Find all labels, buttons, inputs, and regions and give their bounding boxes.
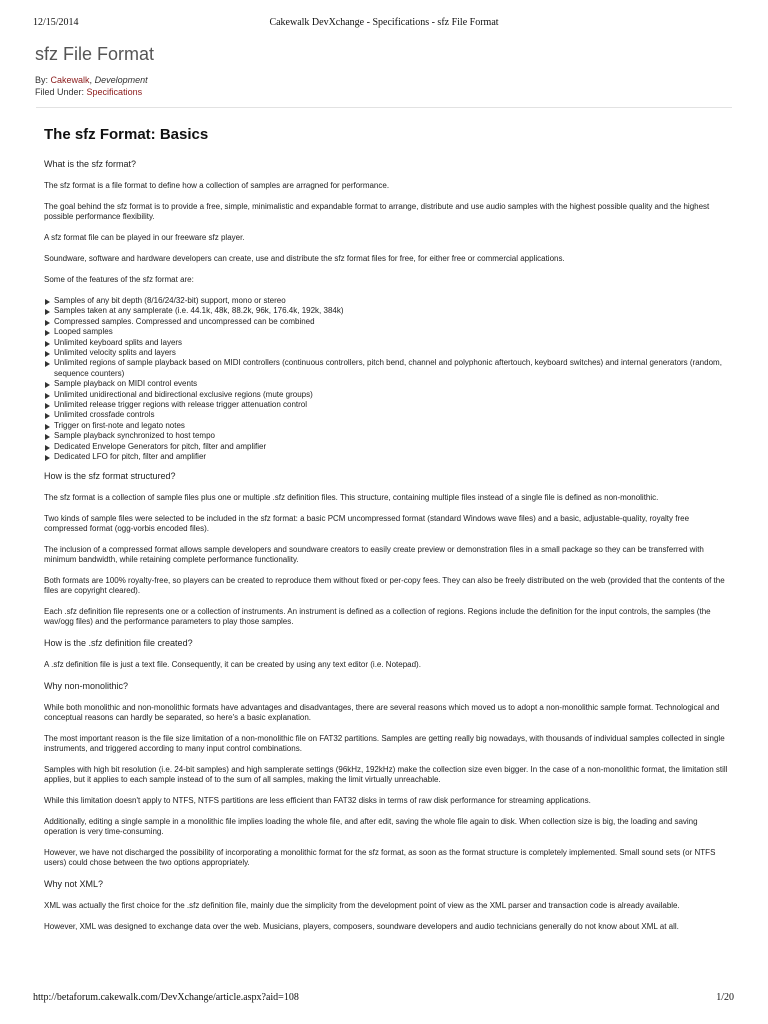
paragraph: Samples with high bit resolution (i.e. 24-bit samples) and high samplerate settings (96kHz, 192kHz) make the collection size even bigger. In the case of a non-monolithic format, the limitation still applies, but it applies to each sample instead of to the sum of all samples, making the limit virtually unreachable. xyxy=(44,764,728,784)
feature-item: Unlimited regions of sample playback based on MIDI controllers (continuous controllers, pitch bend, channel and polyphonic aftertouch, keyboard switches) and internal generators (random, sequence counters) xyxy=(44,358,730,379)
paragraph: Additionally, editing a single sample in a monolithic file implies loading the whole file, and after edit, saving the whole file again to disk. When collection size is big, the loading and saving operation is very time-consuming. xyxy=(44,816,698,836)
paragraph: However, we have not discharged the possibility of incorporating a monolithic format for the sfz format, as soon as the format structure is completely implemented. Small sound sets (or NTFS users) could chose between the two options appropriately. xyxy=(44,847,716,867)
print-page-title: Cakewalk DevXchange - Specifications - sfz File Format xyxy=(269,17,499,28)
feature-item: Unlimited unidirectional and bidirectional exclusive regions (mute groups) xyxy=(44,390,730,400)
byline xyxy=(35,75,148,85)
page-title: sfz File Format xyxy=(35,44,155,64)
paragraph: Two kinds of sample files were selected to be included in the sfz format: a basic PCM uncompressed format (standard Windows wave files) and a basic, adjustable-quality, royalty free compressed format (ogg-vorbis encoded files). xyxy=(44,513,690,533)
paragraph: The sfz format is a file format to define how a collection of samples are arragned for performance. xyxy=(44,181,390,190)
features-list xyxy=(44,296,730,463)
paragraph: A sfz format file can be played in our freeware sfz player. xyxy=(44,233,245,242)
paragraph: XML was actually the first choice for the .sfz definition file, mainly due the simplicity from the development point of view as the XML parser and transaction code is already available. xyxy=(44,900,680,910)
section-question: How is the sfz format structured? xyxy=(44,470,176,481)
feature-item: Looped samples xyxy=(44,327,730,337)
paragraph: The most important reason is the file size limitation of a non-monolithic file on FAT32 partitions. Samples are getting really big nowadays, with thousands of individual samples collected in single instruments, and triggered according to many input control combinations. xyxy=(44,733,725,753)
paragraph: A .sfz definition file is just a text file. Consequently, it can be created by using any text editor (i.e. Notepad). xyxy=(44,659,421,669)
paragraph: The goal behind the sfz format is to provide a free, simple, minimalistic and expandable format to arrange, distribute and use audio samples with the highest possible quality and the highest possible performance flexibility. xyxy=(44,202,710,221)
feature-item: Dedicated Envelope Generators for pitch, filter and amplifier xyxy=(44,442,730,452)
filed-under xyxy=(35,87,142,97)
paragraph: While this limitation doesn't apply to NTFS, NTFS partitions are less efficient than FAT32 disks in terms of raw disk performance for streaming applications. xyxy=(44,795,591,805)
feature-item: Compressed samples. Compressed and uncompressed can be combined xyxy=(44,317,730,327)
paragraph: The inclusion of a compressed format allows sample developers and soundware creators to easily create preview or demonstration files in a small package so they can be transferred with minimum bandwidth, while retaining complete performance functionality. xyxy=(44,544,704,564)
print-footer xyxy=(0,992,768,1006)
author-role: Development xyxy=(94,75,148,85)
filed-under-label: Filed Under: xyxy=(35,87,85,97)
paragraph: Soundware, software and hardware developers can create, use and distribute the sfz format files for free, for either free or commercial applications. xyxy=(44,254,565,263)
section-question: Why not XML? xyxy=(44,878,104,889)
divider xyxy=(36,107,732,108)
paragraph: Some of the features of the sfz format are: xyxy=(44,275,194,284)
author-link[interactable]: Cakewalk xyxy=(50,75,90,85)
feature-item: Dedicated LFO for pitch, filter and amplifier xyxy=(44,452,730,462)
print-page-number: 1/20 xyxy=(716,992,734,1003)
feature-item: Trigger on first-note and legato notes xyxy=(44,421,730,431)
feature-item: Sample playback synchronized to host tempo xyxy=(44,431,730,441)
feature-item: Unlimited crossfade controls xyxy=(44,410,730,420)
feature-item: Sample playback on MIDI control events xyxy=(44,379,730,389)
section-question: What is the sfz format? xyxy=(44,159,137,169)
paragraph: While both monolithic and non-monolithic formats have advantages and disadvantages, there are several reasons which moved us to adopt a non-monolithic sample format. Technological and conceptual reasons can hardly be separated, so here's a basic explanation. xyxy=(44,702,720,722)
section-question: How is the .sfz definition file created? xyxy=(44,637,193,648)
byline-separator: , xyxy=(89,75,93,85)
print-date: 12/15/2014 xyxy=(33,17,79,28)
feature-item: Unlimited velocity splits and layers xyxy=(44,348,730,358)
article-body xyxy=(44,126,730,943)
section-question: Why non-monolithic? xyxy=(44,680,129,691)
feature-item: Unlimited keyboard splits and layers xyxy=(44,338,730,348)
paragraph: Each .sfz definition file represents one or a collection of instruments. An instrument is defined as a collection of regions. Regions include the definition for the input controls, the samples (the wav/ogg files) and the performance parameters to play those samples. xyxy=(44,606,711,626)
feature-item: Samples of any bit depth (8/16/24/32-bit) support, mono or stereo xyxy=(44,296,730,306)
paragraph: However, XML was designed to exchange data over the web. Musicians, players, composers, soundware developers and audio technicians generally do not know about XML at all. xyxy=(44,921,679,931)
feature-item: Samples taken at any samplerate (i.e. 44.1k, 48k, 88.2k, 96k, 176.4k, 192k, 384k) xyxy=(44,306,730,316)
paragraph: The sfz format is a collection of sample files plus one or multiple .sfz definition files. This structure, containing multiple files instead of a single file is defined as non-monolithic. xyxy=(44,492,659,502)
feature-item: Unlimited release trigger regions with release trigger attenuation control xyxy=(44,400,730,410)
paragraph: Both formats are 100% royalty-free, so players can be created to reproduce them without fixed or per-copy fees. They can also be freely distributed on the web (provided that the contents of the files are copyright cleared). xyxy=(44,575,725,595)
print-header xyxy=(0,17,768,31)
article-title: The sfz Format: Basics xyxy=(44,126,209,143)
category-link[interactable]: Specifications xyxy=(86,87,143,97)
byline-label: By: xyxy=(35,75,49,85)
print-url: http://betaforum.cakewalk.com/DevXchange/article.aspx?aid=108 xyxy=(33,992,299,1003)
